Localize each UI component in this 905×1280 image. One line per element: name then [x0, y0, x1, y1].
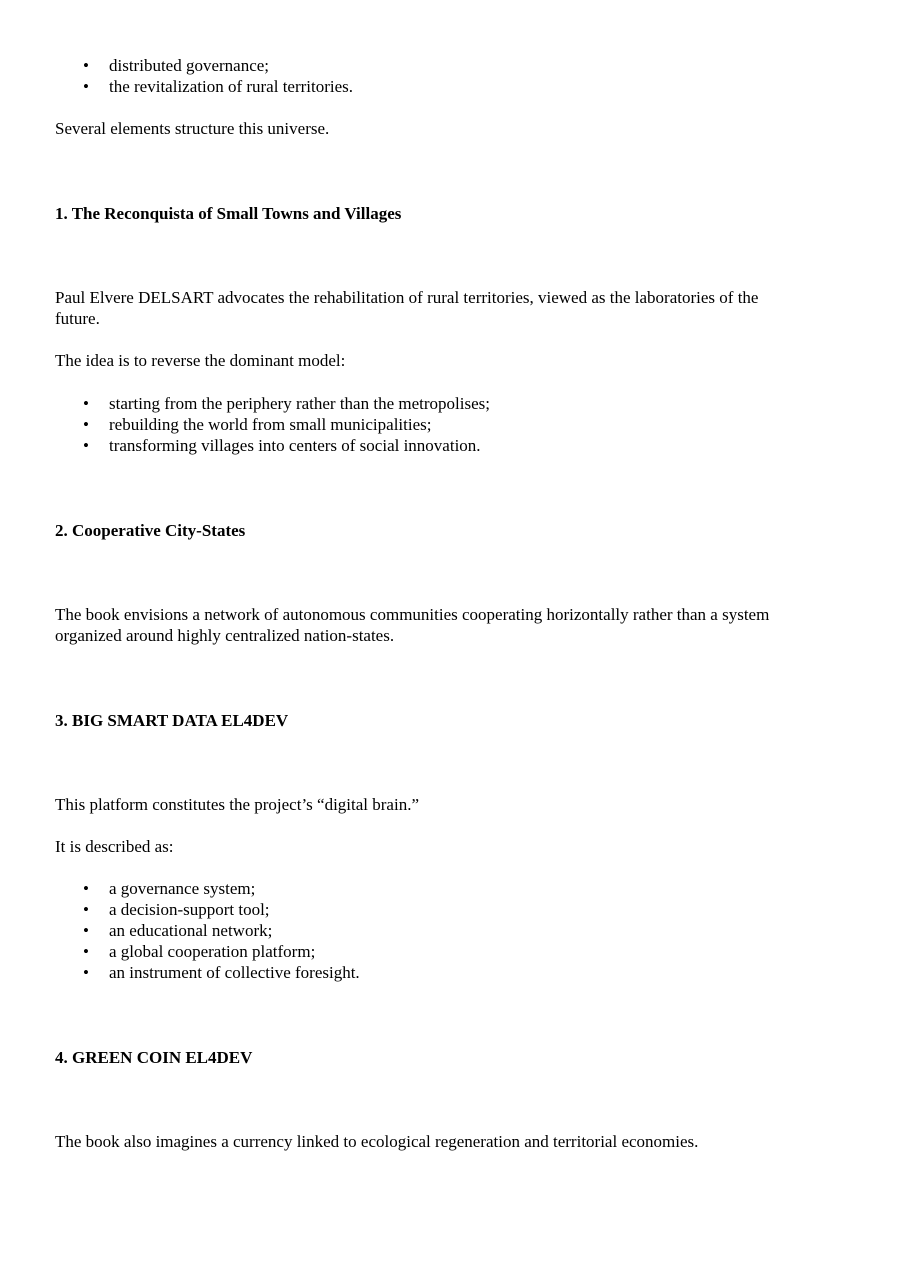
- section-3-lead: It is described as:: [55, 837, 174, 856]
- bullet-icon: •: [83, 56, 89, 75]
- section-2-paragraph-line-2: organized around highly centralized nation-states.: [55, 626, 395, 645]
- bullet-icon: •: [83, 77, 89, 96]
- section-2-paragraph-line-1: The book envisions a network of autonomous communities cooperating horizontally rather than a system: [55, 605, 770, 624]
- bullet-icon: •: [83, 963, 89, 982]
- list-item-text: a global cooperation platform;: [109, 942, 316, 961]
- list-item-text: an educational network;: [109, 921, 273, 940]
- section-1-lead: The idea is to reverse the dominant model:: [55, 351, 346, 370]
- section-heading-3: 3. BIG SMART DATA EL4DEV: [55, 711, 289, 730]
- section-1-paragraph-line-2: future.: [55, 309, 100, 328]
- section-heading-2: 2. Cooperative City-States: [55, 521, 246, 540]
- intro-paragraph: Several elements structure this universe.: [55, 119, 330, 138]
- list-item-text: an instrument of collective foresight.: [109, 963, 360, 982]
- section-3-paragraph: This platform constitutes the project’s “digital brain.”: [55, 795, 419, 814]
- list-item-text: distributed governance;: [109, 56, 270, 75]
- section-heading-1: 1. The Reconquista of Small Towns and Villages: [55, 204, 402, 223]
- list-item-text: a decision-support tool;: [109, 900, 270, 919]
- list-item-text: a governance system;: [109, 879, 256, 898]
- bullet-icon: •: [83, 921, 89, 940]
- list-item-text: rebuilding the world from small municipalities;: [109, 415, 432, 434]
- section-heading-4: 4. GREEN COIN EL4DEV: [55, 1048, 253, 1067]
- list-item-text: the revitalization of rural territories.: [109, 77, 354, 96]
- section-4-paragraph: The book also imagines a currency linked to ecological regeneration and territorial economies.: [55, 1132, 699, 1151]
- list-item-text: transforming villages into centers of social innovation.: [109, 436, 481, 455]
- bullet-icon: •: [83, 879, 89, 898]
- list-item-text: starting from the periphery rather than the metropolises;: [109, 394, 490, 413]
- bullet-icon: •: [83, 900, 89, 919]
- section-1-paragraph-line-1: Paul Elvere DELSART advocates the rehabilitation of rural territories, viewed as the laboratories of the: [55, 288, 759, 307]
- bullet-icon: •: [83, 394, 89, 413]
- bullet-icon: •: [83, 436, 89, 455]
- bullet-icon: •: [83, 415, 89, 434]
- bullet-icon: •: [83, 942, 89, 961]
